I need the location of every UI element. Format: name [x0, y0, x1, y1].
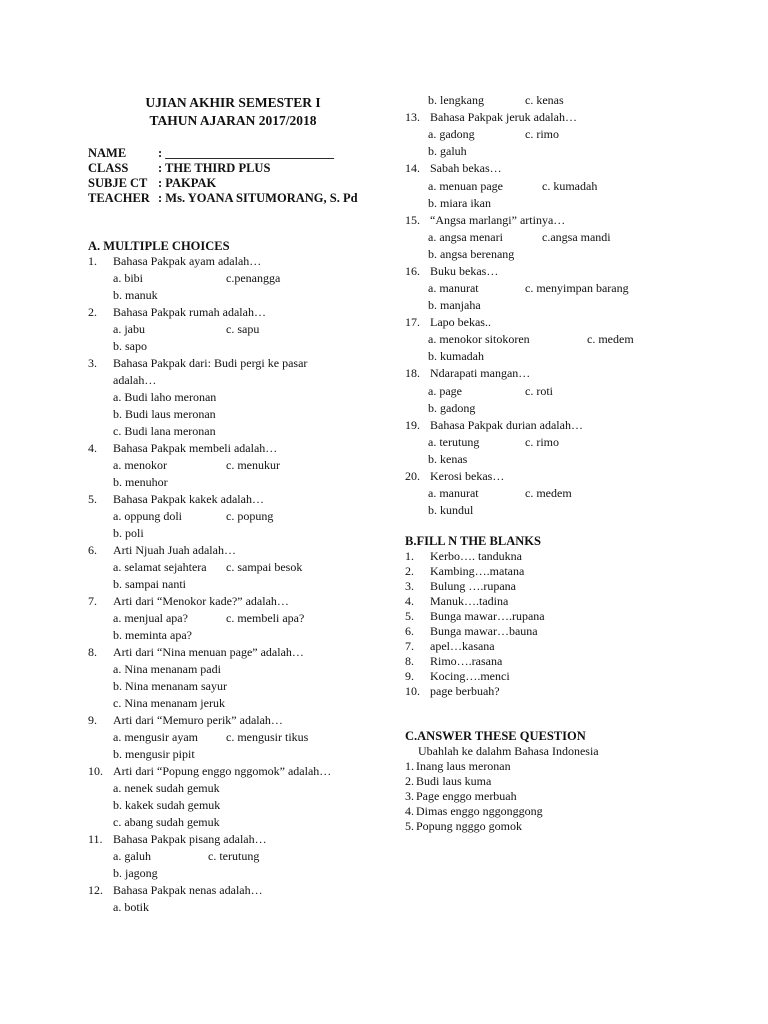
question-text: “Angsa marlangi” artinya… — [430, 213, 566, 227]
question — [405, 470, 504, 482]
blank-item — [405, 550, 522, 562]
question-number: 9. — [88, 713, 97, 727]
question-text: Bahasa Pakpak membeli adalah… — [113, 441, 278, 455]
blank-item — [405, 610, 545, 622]
item-number: 9. — [405, 669, 414, 683]
option: a. menuan page — [428, 179, 503, 193]
option: a. manurat — [428, 486, 479, 500]
question-number: 15. — [405, 213, 420, 227]
question-number: 5. — [88, 492, 97, 506]
option: a. galuh — [113, 849, 151, 863]
section-c-instruction: Ubahlah ke dalahm Bahasa Indonesia — [418, 744, 599, 758]
option: c. rimo — [525, 435, 559, 449]
option: c. menukur — [226, 458, 280, 472]
option: b. gadong — [428, 401, 476, 415]
question — [405, 214, 565, 226]
item-text: Manuk….tadina — [430, 594, 509, 608]
item-text: Bunga mawar…bauna — [430, 624, 538, 638]
blank-item — [405, 670, 510, 682]
option: c. kumadah — [542, 179, 598, 193]
item-number: 3. — [405, 579, 414, 593]
question-number: 2. — [88, 305, 97, 319]
exam-title: UJIAN AKHIR SEMESTER I — [145, 95, 321, 110]
question-text-continued: adalah… — [113, 373, 157, 387]
field-key: NAME — [88, 146, 127, 160]
question — [405, 111, 577, 123]
option: a. mengusir ayam — [113, 730, 198, 744]
question-text: Bahasa Pakpak ayam adalah… — [113, 254, 262, 268]
question — [405, 265, 498, 277]
item-text: Popung ngggo gomok — [416, 819, 523, 833]
question-number: 11. — [88, 832, 103, 846]
answer-item — [405, 820, 522, 832]
question-text: Sabah bekas… — [430, 161, 502, 175]
option: b. manjaha — [428, 298, 481, 312]
option: a. botik — [113, 900, 149, 914]
item-number: 7. — [405, 639, 414, 653]
item-number: 10. — [405, 684, 420, 698]
section-b-title: B.FILL N THE BLANKS — [405, 534, 541, 548]
question — [405, 316, 491, 328]
item-number: 3. — [405, 789, 414, 803]
question-text: Arti Njuah Juah adalah… — [113, 543, 236, 557]
question-text: Bahasa Pakpak dari: Budi pergi ke pasar — [113, 356, 308, 370]
blank-item — [405, 595, 508, 607]
blank-item — [405, 625, 538, 637]
field-key: CLASS — [88, 161, 129, 175]
answer-item — [405, 790, 517, 802]
option: b. sampai nanti — [113, 577, 186, 591]
blank-item — [405, 655, 502, 667]
option: b. miara ikan — [428, 196, 491, 210]
option: a. bibi — [113, 271, 143, 285]
option: a. nenek sudah gemuk — [113, 781, 220, 795]
option: c. abang sudah gemuk — [113, 815, 220, 829]
field-value: : ___________________________ — [158, 146, 335, 160]
option: c. roti — [525, 384, 553, 398]
answer-item — [405, 775, 491, 787]
question-number: 3. — [88, 356, 97, 370]
field-key: TEACHER — [88, 191, 150, 205]
item-number: 1. — [405, 549, 414, 563]
option: a. Budi laho meronan — [113, 390, 217, 404]
option: c.penangga — [226, 271, 281, 285]
option: c.angsa mandi — [542, 230, 611, 244]
question-number: 14. — [405, 161, 420, 175]
field-value: : Ms. YOANA SITUMORANG, S. Pd — [158, 191, 358, 205]
question-number: 20. — [405, 469, 420, 483]
option: c. medem — [587, 332, 634, 346]
option: c. Nina menanam jeruk — [113, 696, 225, 710]
question — [405, 367, 530, 379]
section-c-title: C.ANSWER THESE QUESTION — [405, 729, 586, 743]
blank-item — [405, 580, 516, 592]
item-number: 8. — [405, 654, 414, 668]
field-subject — [88, 177, 216, 190]
item-text: Kerbo…. tandukna — [430, 549, 522, 563]
option: c. membeli apa? — [226, 611, 305, 625]
question-number: 7. — [88, 594, 97, 608]
option: b. sapo — [113, 339, 147, 353]
question-number: 16. — [405, 264, 420, 278]
blank-item — [405, 640, 495, 652]
question — [405, 162, 502, 174]
exam-year: TAHUN AJARAN 2017/2018 — [149, 113, 317, 128]
question-text: Lapo bekas.. — [430, 315, 491, 329]
question-number: 19. — [405, 418, 420, 432]
option: a. menjual apa? — [113, 611, 188, 625]
blank-item — [405, 685, 500, 697]
item-text: Bulung ….rupana — [430, 579, 516, 593]
blank-item — [405, 565, 524, 577]
option: a. oppung doli — [113, 509, 182, 523]
question — [88, 765, 331, 777]
question-text: Bahasa Pakpak durian adalah… — [430, 418, 583, 432]
option: c. kenas — [525, 93, 564, 107]
question-text: Bahasa Pakpak pisang adalah… — [113, 832, 267, 846]
option: b. jagong — [113, 866, 158, 880]
option: b. kakek sudah gemuk — [113, 798, 221, 812]
section-a-title: A. MULTIPLE CHOICES — [88, 239, 230, 253]
item-text: Kocing….menci — [430, 669, 510, 683]
item-number: 4. — [405, 804, 414, 818]
option: a. manurat — [428, 281, 479, 295]
option: c. medem — [525, 486, 572, 500]
item-text: Bunga mawar….rupana — [430, 609, 545, 623]
question-text: Bahasa Pakpak jeruk adalah… — [430, 110, 577, 124]
option: a. angsa menari — [428, 230, 503, 244]
item-text: Rimo….rasana — [430, 654, 503, 668]
option: b. mengusir pipit — [113, 747, 195, 761]
option: c. popung — [226, 509, 274, 523]
field-class — [88, 162, 270, 175]
option: a. jabu — [113, 322, 145, 336]
field-name — [88, 147, 334, 160]
item-number: 1. — [405, 759, 414, 773]
option: a. menokor — [113, 458, 167, 472]
item-number: 4. — [405, 594, 414, 608]
answer-item — [405, 805, 543, 817]
option: a. terutung — [428, 435, 480, 449]
question-text: Arti dari “Popung enggo nggomok” adalah… — [113, 764, 332, 778]
item-text: Kambing….matana — [430, 564, 525, 578]
option: b. manuk — [113, 288, 158, 302]
question-number: 8. — [88, 645, 97, 659]
option: c. sapu — [226, 322, 260, 336]
field-teacher — [88, 192, 358, 205]
field-value: : PAKPAK — [158, 176, 217, 190]
question — [88, 357, 307, 369]
question — [88, 442, 277, 454]
question-number: 18. — [405, 366, 420, 380]
question-number: 10. — [88, 764, 103, 778]
field-key: SUBJE CT — [88, 176, 148, 190]
answer-item — [405, 760, 511, 772]
question-text: Arti dari “Nina menuan page” adalah… — [113, 645, 304, 659]
option: a. page — [428, 384, 462, 398]
question — [88, 595, 289, 607]
question-number: 4. — [88, 441, 97, 455]
option: b. kumadah — [428, 349, 484, 363]
option: a. gadong — [428, 127, 475, 141]
question — [88, 714, 283, 726]
question-text: Bahasa Pakpak rumah adalah… — [113, 305, 266, 319]
option: c. mengusir tikus — [226, 730, 309, 744]
option: b. galuh — [428, 144, 467, 158]
item-number: 5. — [405, 609, 414, 623]
question-number: 1. — [88, 254, 97, 268]
option: b. Nina menanam sayur — [113, 679, 227, 693]
option: c. Budi lana meronan — [113, 424, 216, 438]
question-number: 17. — [405, 315, 420, 329]
item-text: Inang laus meronan — [416, 759, 511, 773]
item-text: Budi laus kuma — [416, 774, 492, 788]
option: a. selamat sejahtera — [113, 560, 207, 574]
item-text: Dimas enggo nggonggong — [416, 804, 543, 818]
question — [88, 493, 264, 505]
option: b. meminta apa? — [113, 628, 192, 642]
option: c. menyimpan barang — [525, 281, 629, 295]
item-number: 2. — [405, 564, 414, 578]
question-text: Bahasa Pakpak nenas adalah… — [113, 883, 263, 897]
question — [88, 255, 261, 267]
item-number: 2. — [405, 774, 414, 788]
option: b. kenas — [428, 452, 468, 466]
option: b. Budi laus meronan — [113, 407, 216, 421]
question-text: Arti dari “Memuro perik” adalah… — [113, 713, 283, 727]
option: a. menokor sitokoren — [428, 332, 530, 346]
question — [88, 884, 263, 896]
question — [88, 833, 267, 845]
item-text: apel…kasana — [430, 639, 495, 653]
option: b. kundul — [428, 503, 474, 517]
question — [88, 306, 266, 318]
question-text: Arti dari “Menokor kade?” adalah… — [113, 594, 289, 608]
question-text: Kerosi bekas… — [430, 469, 505, 483]
field-value: : THE THIRD PLUS — [158, 161, 271, 175]
question-number: 13. — [405, 110, 420, 124]
option: c. terutung — [208, 849, 260, 863]
question-text: Buku bekas… — [430, 264, 499, 278]
question — [88, 544, 236, 556]
question-number: 12. — [88, 883, 103, 897]
question-number: 6. — [88, 543, 97, 557]
item-number: 5. — [405, 819, 414, 833]
question — [405, 419, 583, 431]
item-text: Page enggo merbuah — [416, 789, 517, 803]
question-text: Bahasa Pakpak kakek adalah… — [113, 492, 264, 506]
option: c. sampai besok — [226, 560, 303, 574]
question-text: Ndarapati mangan… — [430, 366, 531, 380]
item-text: page berbuah? — [430, 684, 500, 698]
option: b. lengkang — [428, 93, 484, 107]
option: b. menuhor — [113, 475, 168, 489]
option: c. rimo — [525, 127, 559, 141]
question — [88, 646, 304, 658]
option: b. poli — [113, 526, 144, 540]
item-number: 6. — [405, 624, 414, 638]
option: a. Nina menanam padi — [113, 662, 221, 676]
option: b. angsa berenang — [428, 247, 515, 261]
